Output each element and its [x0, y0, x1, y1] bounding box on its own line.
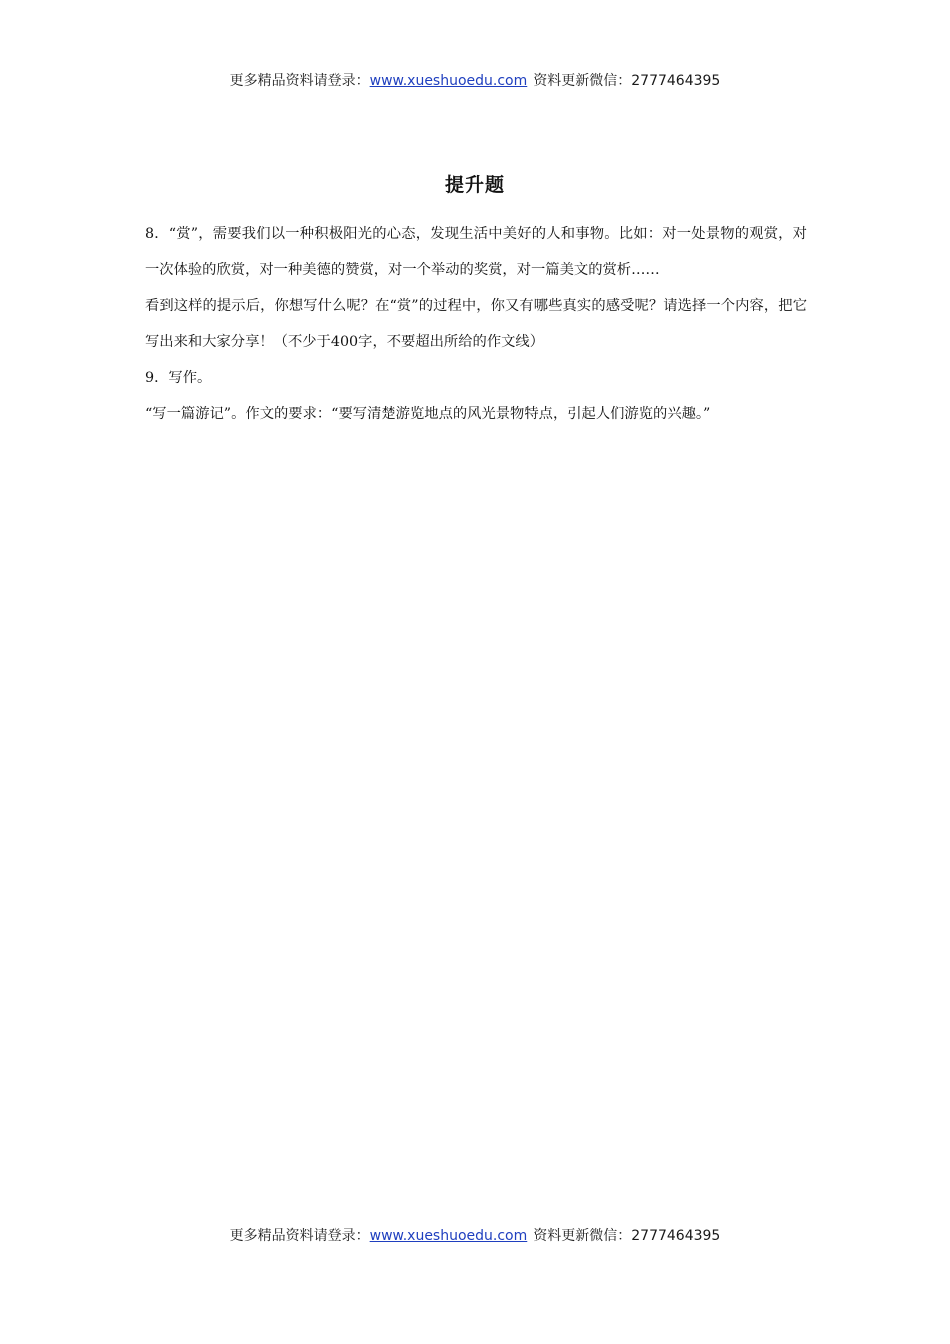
section-title: 提升题 [444, 174, 505, 196]
header-suffix: 资料更新微信：2777464395 [533, 73, 721, 89]
footer-prefix: 更多精品资料请登录： [229, 1228, 370, 1244]
question-8-task: 看到这样的提示后，你想写什么呢？在“赏”的过程中，你又有哪些真实的感受呢？请选择一个内容，把它写出来和大家分享！（不少于400字，不要超出所给的作文线） [145, 298, 807, 350]
question-8-number: 8． [145, 226, 169, 242]
header-site-link[interactable]: www.xueshuoedu.com [369, 73, 528, 89]
page-footer [0, 1225, 950, 1245]
footer-suffix: 资料更新微信：2777464395 [533, 1228, 721, 1244]
footer-site-link[interactable]: www.xueshuoedu.com [369, 1228, 528, 1244]
question-content [145, 216, 807, 432]
question-8-text: “赏”，需要我们以一种积极阳光的心态，发现生活中美好的人和事物。比如：对一处景物的观赏，对一次体验的欣赏，对一种美德的赞赏，对一个举动的奖赏，对一篇美文的赏析…… [145, 226, 807, 278]
question-9-task: “写一篇游记”。作文的要求：“要写清楚游览地点的风光景物特点，引起人们游览的兴趣。” [145, 406, 711, 422]
page-header [0, 70, 950, 90]
header-prefix: 更多精品资料请登录： [229, 73, 370, 89]
question-8-prompt [145, 216, 807, 288]
question-9-text: 写作。 [168, 370, 212, 386]
question-9-number: 9． [145, 370, 169, 386]
question-9-prompt [145, 360, 807, 396]
